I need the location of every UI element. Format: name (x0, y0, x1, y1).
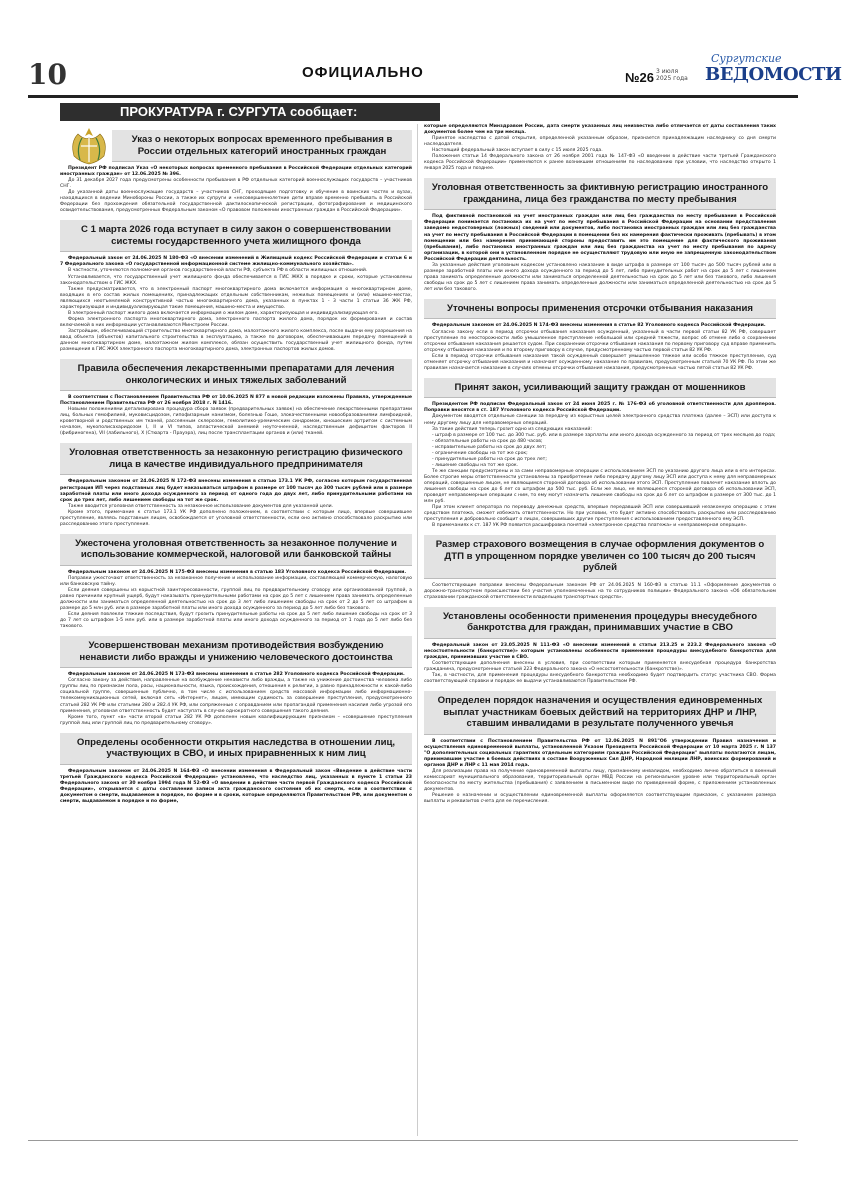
article-headline: Ужесточена уголовная ответственность за незаконное получение и использование коммерческой, налоговой или банковской тайны (60, 534, 412, 566)
article-headline: Правила обеспечения лекарственными препаратами для лечения онкологических и иных тяжелых заболеваний (60, 359, 412, 391)
masthead (28, 52, 842, 100)
logo-main-text: ВЕДОМОСТИ (705, 64, 842, 85)
article-paragraph: В частности, уточняются полномочия органов государственной власти РФ, субъекта РФ в области жилищных отношений. (68, 268, 368, 274)
article-paragraph: За такие действия теперь грозит одно из следующих наказаний: (432, 426, 592, 432)
article-paragraph: Документом вводятся отдельные санкции за передачу из корыстных целей электронного средства платежа (далее – ЭСП) или доступа к нему другому лицу для неправомерных операций. (424, 414, 776, 426)
article-paragraph: Федеральным законом от 24.06.2025 N 173-ФЗ внесены изменения в статье 282 Уголовного кодекса Российской Федерации. (68, 672, 405, 678)
article-paragraph: Если деяния повлекли тяжкие последствия, будут грозить принудительные работы на срок до 5 лет либо лишение свободы на срок от 3 до 7 лет со штрафом 1-5 млн руб. или в размере заработной платы или иного дохода осужденного за период от 1 года до 5 лет либо без такового. (60, 612, 412, 630)
right-column (424, 124, 776, 805)
footer-rule (28, 1140, 798, 1141)
article-paragraph: Федеральным законом от 24.06.2025 N 164-ФЗ «О внесении изменения в Федеральный закон «Введение в действие части третьей Гражданского кодекса Российской Федерации» установлено, что наследство лиц, указанных в пункте 1 статьи 23 Федерального закона от 30 ноября 1994 года N 52-ФЗ «О введении в действие части первой Гражданского кодекса Российской Федерации», открывается с даты составления записи акта гражданского состояния об их смерти, если в соответствии с документом о смерти, выдаваемом в порядке, по форме и в сроки, которые определяются Правительством РФ, или документом о смерти, выдаваемом в порядке и по форме, (60, 768, 413, 804)
article (60, 636, 412, 726)
article (60, 534, 412, 630)
list-item: - принудительные работы на срок до трех лет; (432, 456, 547, 462)
article-headline: Уголовная ответственность за незаконную регистрацию физического лица в качестве индивидуального предпринимателя (60, 443, 412, 475)
article-headline: Указ о некоторых вопросах временного пребывания в России отдельных категорий иностранных граждан (112, 130, 412, 162)
article-paragraph: Под фиктивной постановкой на учет иностранных граждан или лиц без гражданства по месту пребывания в Российской Федерации понимается постановка их на учет по месту пребывания в Российской Федерации на основании представления заведомо недостоверных (ложных) сведений или документов, либо постановка иностранных граждан или лиц без гражданства на учет по месту пребывания в Российской Федерации в помещении без их намерения фактически проживать (пребывать) в этом помещении или без намерения принимающей стороны предоставить им это помещение для фактического проживания (пребывания), либо постановка иностранных граждан или лиц без гражданства на учет по месту пребывания по адресу организации, в которой они в установленном порядке не осуществляют трудовую или иную не запрещенную законодательством Российской Федерации деятельность. (424, 214, 776, 262)
article-paragraph: Президент РФ подписал Указ «О некоторых вопросах временного пребывания в Российской Федерации отдельных категорий иностранных граждан» от 12.06.2025 № 396. (60, 166, 412, 178)
article-paragraph: Так, в частности, для применения процедуры внесудебного банкротства необходимо будет подтвердить статус участника СВО. Форма соответствующей справки и порядок ее выдачи устанавливаются Правительством РФ. (424, 673, 776, 685)
article-paragraph: Застройщик, обеспечивающий строительство многоквартирного дома, малоэтажного жилого комплекса, после выдачи ему разрешения на ввод объекта (объектов) капитального строительства в эксплуатацию, а также по договорам, обеспечивающим передачу помещений в данном многоквартирном доме, малоэтажном жилом комплексе, обязан осуществить государственный учет жилищного фонда, путем размещения в ГИС ЖКХ электронного паспорта многоквартирного дома, электронных паспортов жилых домов. (60, 328, 412, 353)
penalty-list (424, 433, 776, 469)
article-paragraph: Устанавливается, что государственный учет жилищного фонда обеспечивается в ГИС ЖКХ в порядке и сроки, которые установлены законодательством о ГИС ЖКХ. (60, 274, 412, 286)
article (424, 299, 776, 372)
list-item: - исправительные работы на срок до двух лет; (432, 444, 547, 450)
article-headline: Определен порядок назначения и осуществления единовременных выплат участникам боевых действий на территориях ДНР и ЛНР, ставшим инвалидами в результате полученного увечья (424, 691, 776, 735)
article-paragraph: Соответствующие поправки внесены Федеральным законом РФ от 24.06.2025 N 160-ФЗ в статью 11.1 «Оформление документов о дорожно-транспортном происшествии без участия уполномоченных на то сотрудников полиции» Федерального закона «Об обязательном страховании гражданской ответственности владельцев транспортных средств». (424, 582, 776, 600)
article-paragraph: Также вводится уголовная ответственность за незаконное использование документов для указанной цели. (68, 503, 334, 509)
article-paragraph: Для реализации права на получение единовременной выплаты лицу, признанному инвалидом, необходимо лично обратиться в военный комиссариат муниципального образования, территориальный орган МВД России на региональном уровне или территориальный орган безопасности по месту жительства (пребывания) с заявлением в письменном виде по приведенной форме, с приложением установленных документов. (424, 769, 776, 793)
article-headline: Размер страхового возмещения в случае оформления документов о ДТП в упрощенном порядке увеличен со 100 тысяч до 200 тысяч рублей (424, 535, 776, 579)
article-paragraph: Поправки ужесточают ответственность за незаконное получение и использование информации, составляющей коммерческую, налоговую или банковскую тайну. (60, 575, 412, 587)
article-paragraph: Если в период отсрочки отбывания наказания такой осужденный совершает умышленное тяжкое или особо тяжкое преступление, суд отменяет отсрочку отбывания наказания и назначает осужденному наказание по правилам, предусмотренным статьей 70 УК РФ. По этим же правилам назначается наказание в случаях отмены отсрочки отбывания наказания, предусмотренных частью пятой статьи 82 УК РФ. (424, 353, 776, 371)
article-paragraph: В соответствии с Постановлением Правительства РФ от 10.06.2025 N 877 в новой редакции изложены Правила, утвержденные Постановлением Правительства РФ от 26 ноября 2018 г. N 1416. (60, 395, 412, 407)
article (424, 178, 776, 293)
article-headline: Усовершенствован механизм противодействия возбуждению ненависти либо вражды и унижению человеческого достоинства (60, 636, 412, 668)
list-item: - обязательные работы на срок до 480 часов; (432, 438, 543, 444)
masthead-rule (28, 95, 798, 98)
article-paragraph: Федеральным законом от 24.06.2025 N 174-ФЗ внесены изменения в статье 82 Уголовного кодекса Российской Федерации. (432, 323, 766, 329)
article-paragraph: За указанные действия уголовным кодексом установлено наказание в виде штрафа в размере от 100 тысяч до 500 тысяч рублей или в размере заработной платы или иного дохода осужденного за период до 5 лет, либо принудительных работ на срок до 5 лет с лишением права занимать определенные должности или заниматься определенной деятельностью на срок до 5 лет или без такового, либо лишения свободы на срок до 5 лет с лишением права занимать определенные должности или заниматься определенной деятельностью на срок до 5 лет или без такового. (424, 262, 776, 292)
article-paragraph: В примечаниях к ст. 187 УК РФ появится расшифровка понятий «электронное средство платежа» и «неправомерная операция». (432, 523, 748, 529)
logo-top-text: Сургутские (711, 52, 782, 65)
article-paragraph: Решение о назначении и осуществлении единовременной выплаты оформляется соответствующим приказом, с указанием размера выплаты и реквизитов счета для ее перечисления. (424, 793, 776, 805)
article-paragraph: Согласно закону за действия, направленные на возбуждение ненависти либо вражды, а также на унижение достоинства человека либо группы лиц по признакам пола, расы, национальности, языка, происхождения, отношения к религии, а равно принадлежности к какой-либо социальной группе, совершенные публично, в том числе с использованием средств массовой информации либо информационно-телекоммуникационных сетей, включая сеть «Интернет», лицом, имеющим судимость за совершение преступления, предусмотренного статьей 282 УК РФ или статьями 280 и 282.4 УК РФ, или сопряженные с оправданием или пропагандой применения насилия либо угрозой его применения, уголовная ответственность будет наступать в случае однократного совершения такого деяния. (60, 678, 412, 714)
section-banner-title: ПРОКУРАТУРА г. СУРГУТА сообщает: (120, 104, 358, 119)
newspaper-logo (705, 52, 842, 92)
article-paragraph: При этом клиент оператора по переводу денежных средств, впервые передавший ЭСП или совершивший незаконную операцию с этим средством платежа, сможет избежать ответственности. Но при условии, что будет активно способствовать раскрытию или расследованию преступления и добровольно сообщит о лицах, совершивших другие преступления с использованием предоставленного ему ЭСП. (424, 505, 776, 523)
list-item: - ограничение свободы на тот же срок; (432, 450, 528, 456)
article-paragraph: Президентом РФ подписан Федеральный закон от 24 июня 2025 г. № 176-ФЗ об уголовной ответственности для дропперов. Поправки вносятся в ст. 187 Уголовного кодекса Российской Федерации. (424, 402, 776, 414)
article (60, 130, 412, 214)
article-paragraph: В электронный паспорт жилого дома включается информация о жилом доме, характеризующая и индивидуализирующая его. (68, 310, 379, 316)
article-headline: Принят закон, усиливающий защиту граждан от мошенников (424, 378, 776, 399)
article-headline: Определены особенности открытия наследства в отношении лиц, участвующих в СВО, и иных приравненных к ним лиц (60, 733, 412, 765)
article-paragraph: Форма электронного паспорта многоквартирного дома, электронного паспорта жилого дома, порядок их формирования и состав включаемой в них информации устанавливаются Минстроем России. (60, 316, 412, 328)
article-paragraph: До 31 декабря 2027 года предусмотрены особенности пребывания в РФ отдельных категорий военнослужащих государств – участников СНГ. (60, 178, 412, 190)
article-headline: Уголовная ответственность за фиктивную регистрацию иностранного гражданина, лица без гражданства по месту пребывания (424, 178, 776, 210)
article-paragraph: Также предусматривается, что в электронный паспорт многоквартирного дома включается информация о многоквартирном доме, входящих в его состав жилых помещениях, принадлежащих отдельным собственникам, нежилых помещениях и (или) машино-местах, являющихся неотъемлемой конструктивной частью многоквартирного дома, указанных в пунктах 1 - 3 части 1 статьи 36 ЖК РФ, характеризующая и индивидуализирующая такие помещения, машино-места и имущество. (60, 286, 412, 310)
article-paragraph: Федеральный закон от 24.06.2025 N 180-ФЗ «О внесении изменений в Жилищный кодекс Российской Федерации и статьи 6 и 7 Федерального закона «О государственной информационной системе жилищно-коммунального хозяйства». (60, 256, 412, 268)
article-paragraph: Принятое наследство с датой открытия, определенной указанным образом, признается принадлежащим наследнику со дня смерти наследодателя. (424, 136, 776, 148)
article-headline: С 1 марта 2026 года вступает в силу закон о совершенствовании системы государственного учета жилищного фонда (60, 220, 412, 252)
article-paragraph: которые определяются Минздравом России, дата смерти указанных лиц неизвестна либо отличается от даты составления таких документов более чем на три месяца. (424, 124, 776, 136)
article-paragraph: Федеральным законом от 24.06.2025 N 175-ФЗ внесены изменения в статью 183 Уголовного кодекса Российской Федерации. (68, 569, 407, 575)
page-number: 10 (28, 58, 67, 91)
article-paragraph: До указанной даты военнослужащие государств – участников СНГ, проходящие подготовку и обучение в воинских частях и вузах, находящихся в ведении Минобороны России, а также их супруги и «несовершеннолетние дети вправе временно пребывать в Российской Федерации без прохождения обязательной государственной дактилоскопической регистрации, фотографирования и медицинского освидетельствования, предусмотренных Федеральным законом «О правовом положении иностранных граждан в Российской Федерации». (60, 190, 412, 214)
article-paragraph: Настоящий федеральный закон вступает в силу с 15 июля 2025 года. (432, 148, 603, 154)
article-paragraph: Соответствующие дополнения внесены в условия, при соответствии которым применяется внесудебная процедура банкротства гражданина, предусмотренные статьей 223 Федерального закона «О несостоятельности (банкротстве)». (424, 661, 776, 673)
issue-number: №26 (625, 70, 654, 85)
article-paragraph: Федеральным законом от 24.06.2025 N 172-ФЗ внесены изменения в статью 173.1 УК РФ, согласно которым государственная регистрация ИП через подставных лиц будет наказываться штрафом в размере от 100 тысяч до 300 тысяч рублей или в размере заработной платы или иного дохода осужденного за период от одного года до двух лет, либо принудительными работами на срок до трех лет, либо лишением свободы на тот же срок. (60, 479, 412, 503)
article-paragraph: Те же санкции предусмотрены и за сами неправомерные операции с использованием ЭСП по указанию другого лица или в его интересах. Более строгие меры ответственности установлены за приобретение либо передачу другому лицу ЭСП или доступа к нему для неправомерных операций, совершенные лицом, не являющимся стороной договора об использовании этого ЭСП. Преступление повлечет наказание вплоть до лишения свободы на срок до 6 лет со штрафом до 500 тыс. руб. Если же лицо, не являющееся стороной договора об использовании ЭСП, проведет неправомерные операции с ним, то ему могут назначить лишение свободы на срок до 6 лет со штрафом в размере от 300 тыс. до 1 млн руб. (424, 468, 776, 505)
article (60, 733, 412, 805)
list-item: - штраф в размере от 100 тыс. до 300 тыс. руб. или в размере зарплаты или иного дохода осужденного за период от трех месяцев до года; (432, 432, 776, 438)
article (60, 220, 412, 353)
article (60, 443, 412, 527)
section-title: ОФИЦИАЛЬНО (302, 64, 424, 81)
article (424, 378, 776, 529)
article-paragraph: Кроме того, пункт «в» части второй статьи 282 УК РФ дополнен новым квалифицирующим признаком – «совершение преступления группой лиц или группой лиц по предварительному сговору». (60, 714, 412, 726)
column-divider (417, 124, 418, 1136)
article (424, 607, 776, 685)
article-paragraph: Новыми положениями детализирована процедура сбора заявок (предварительных заявок) на обеспечение лекарственными препаратами лиц, больных гемофилией, муковисцидозом, гипофизарным нанизмом, болезнью Гоше, злокачественными новообразованиями лимфоидной, кроветворной и родственных им тканей, рассеянным склерозом, гемолитико-уремическим синдромом, юношеским артритом с системным началом, мукополисахаридозом I, II и VI типов, апластической анемией неуточненной, наследственным дефицитом факторов II (фибриногена), VII (лабильного), X (Стюарта - Прауэра), лиц после трансплантации органов и (или) тканей. (60, 407, 412, 437)
left-column (60, 124, 412, 805)
issue-date (656, 68, 688, 82)
article-paragraph: Кроме этого, примечание к статье 173.1 УК РФ дополнено положением, в соответствии с которым лицо, впервые совершившее преступление, являясь подставным лицом, освобождается от уголовной ответственности, если оно активно способствовало раскрытию или расследованию этого преступления. (60, 509, 412, 527)
article-paragraph: Положения статьи 14 Федерального закона от 26 ноября 2001 года № 147-ФЗ «О введении в действие части третьей Гражданского кодекса Российской Федерации» применяются к ранее возникшим отношениям по наследованию при условии, что наследство открыто 1 января 2025 года и позднее. (424, 154, 776, 172)
list-item: - лишение свободы на тот же срок. (432, 462, 519, 468)
article (424, 535, 776, 601)
article-paragraph: Федеральный закон от 23.05.2025 N 111-ФЗ «О внесении изменений в статьи 213.25 и 223.2 Федерального закона «О несостоятельности (банкротстве)» которым установлены особенности применения процедуры внесудебного банкротства для граждан, принимавших участие в СВО. (424, 642, 776, 661)
article-paragraph: Если деяния совершены из корыстной заинтересованности, группой лиц по предварительному сговору или организованной группой, а равно причинили крупный ущерб, будут наказывать принудительными работами на срок до 5 лет с лишением права занимать определенные должности или заниматься определенной деятельностью на срок до 3 лет либо лишением свободы на срок от 2 до 5 лет со штрафом в размере до 5 млн руб. или в размере заработной платы или иного дохода осужденного за период до 5 лет либо без такового. (60, 587, 412, 612)
article-paragraph: Согласно закону если в период отсрочки отбывания наказания осужденный, указанный в части первой статьи 82 УК РФ, совершает преступление по неосторожности либо умышленное преступление небольшой или средней тяжести, вопрос об отмене либо о сохранении отсрочки отбывания наказания решается судом. При сохранении отсрочки отбывания наказания по первому приговору суд вправе применить отсрочку отбывания наказания и по второму приговору в случае, предусмотренному частью первой статьи 82 УК РФ. (424, 329, 776, 353)
article-headline: Уточнены вопросы применения отсрочки отбывания наказания (424, 299, 776, 320)
article-headline: Установлены особенности применения процедуры внесудебного банкротства для граждан, принимавших участие в СВО (424, 607, 776, 639)
article (424, 691, 776, 805)
issue-date-day: 3 июля (656, 68, 679, 75)
article-paragraph: В соответствии с Постановлением Правительства РФ от 12.06.2025 N 891"Об утверждении Правил назначения и осуществления единовременной выплаты, установленной Указом Президента Российской Федерации от 10 марта 2025 г. N 137 "О дополнительных социальных гарантиях отдельным категориям граждан Российской Федерации" выплаты полагаются лицам, принимавшим участие в боевых действиях в составе Вооруженных Сил ДНР, Народной милиции ЛНР, воинских формирований и органов ДНР и ЛНР с 11 мая 2014 года. (424, 738, 776, 768)
issue-date-year: 2025 года (656, 75, 688, 82)
article (60, 359, 412, 437)
article (424, 124, 776, 172)
